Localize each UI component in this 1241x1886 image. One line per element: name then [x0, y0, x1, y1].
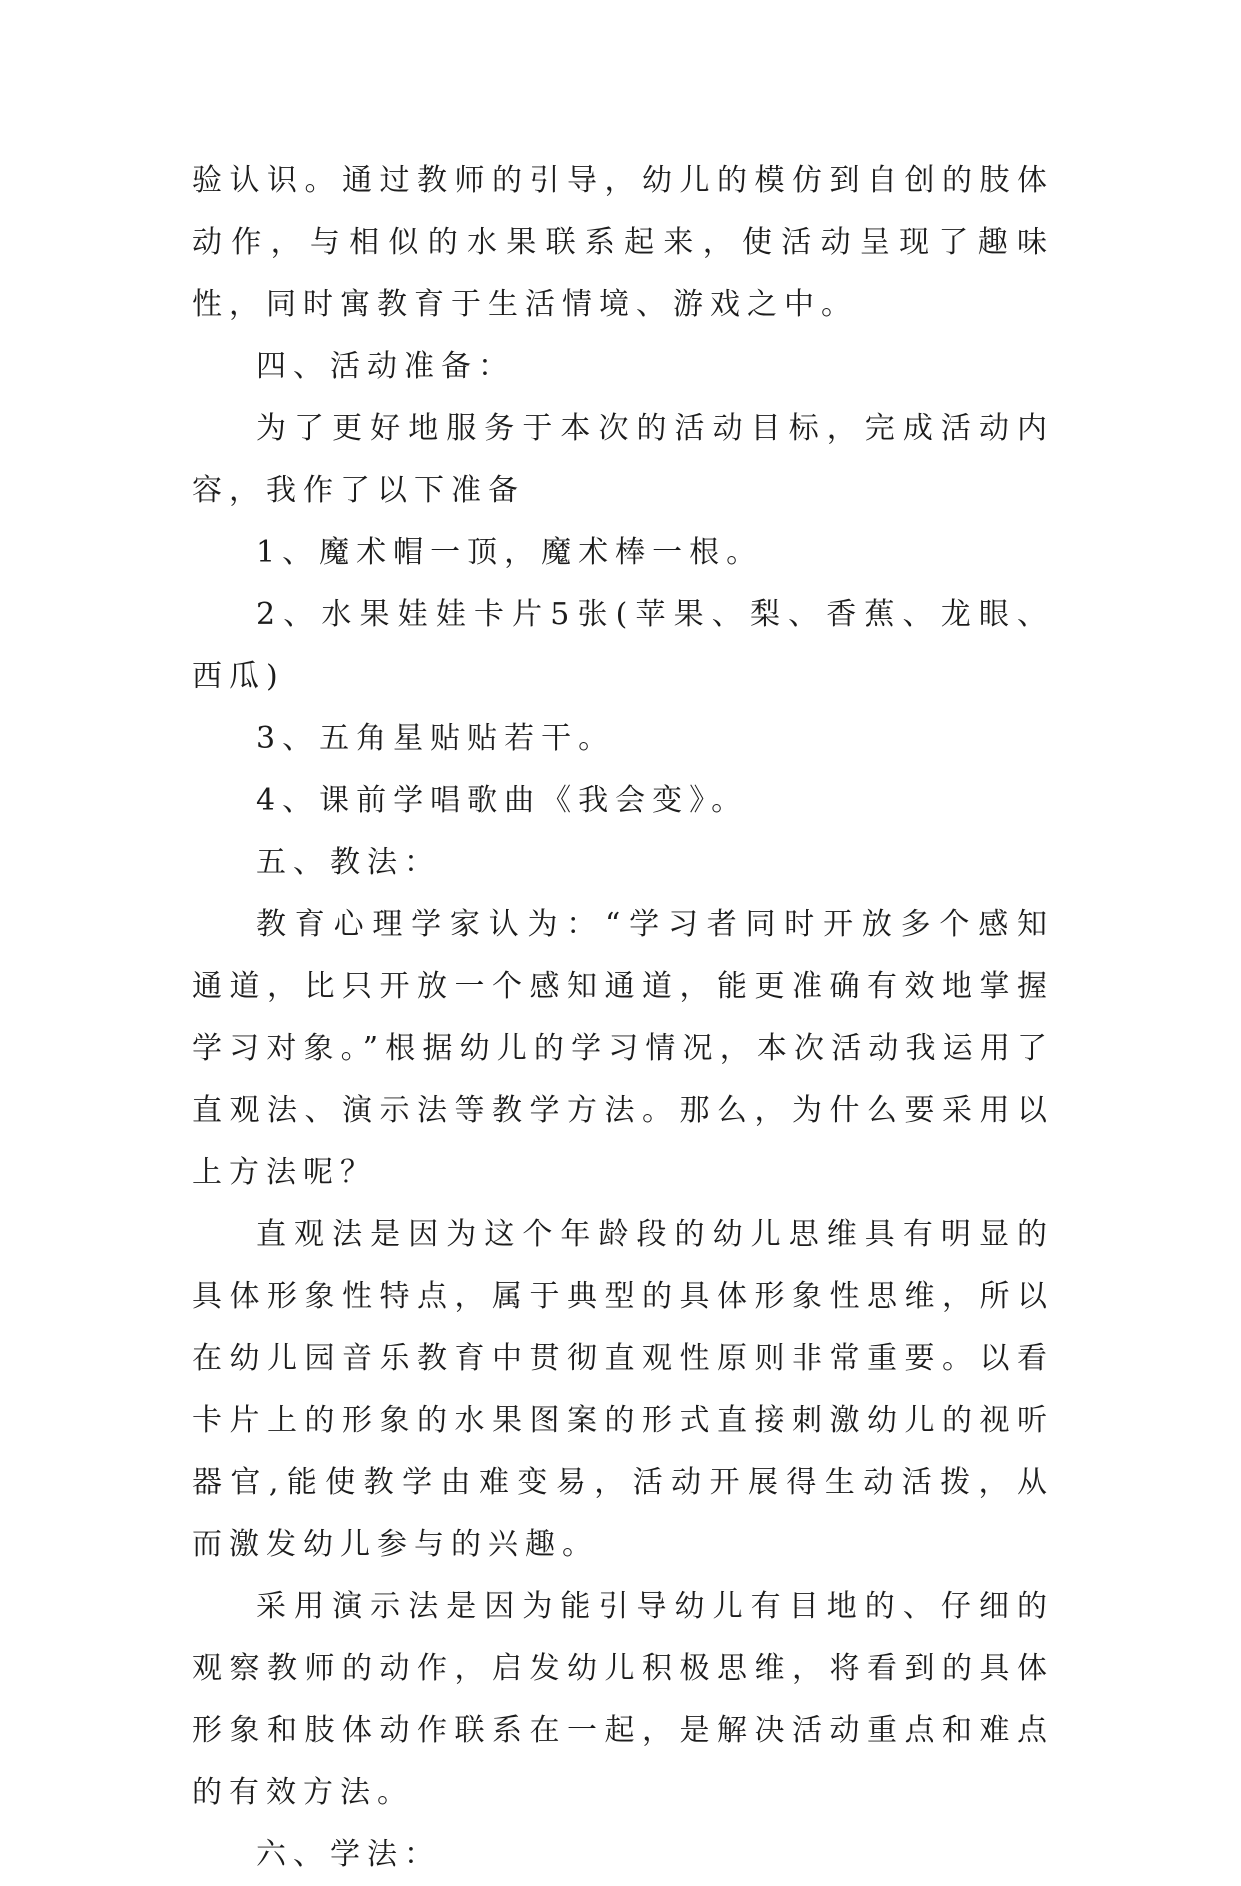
paragraph-intuitive-method: 直观法是因为这个年龄段的幼儿思维具有明显的具体形象性特点，属于典型的具体形象性思维，所以在幼儿园音乐教育中贯彻直观性原则非常重要。以看卡片上的形象的水果图案的形式直接刺激幼儿的视听器官,能使教学由难变易，活动开展得生动活拨，从而激发幼儿参与的兴趣。	[192, 1217, 1054, 1562]
document-page	[192, 150, 1054, 1886]
heading-teaching-methods: 五、教法：	[256, 845, 441, 880]
paragraph-continuation: 验认识。通过教师的引导，幼儿的模仿到自创的肢体动作，与相似的水果联系起来，使活动呈现了趣味性，同时寓教育于生活情境、游戏之中。	[192, 163, 1054, 322]
list-item-1: 1、魔术帽一顶，魔术棒一根。	[256, 535, 764, 570]
heading-activity-preparation: 四、活动准备：	[256, 349, 515, 384]
paragraph-psychology-quote: 教育心理学家认为：“学习者同时开放多个感知通道，比只开放一个感知通道，能更准确有效地掌握学习对象。”根据幼儿的学习情况，本次活动我运用了直观法、演示法等教学方法。那么，为什么要采用以上方法呢？	[192, 907, 1054, 1190]
paragraph-preparation-intro: 为了更好地服务于本次的活动目标，完成活动内容，我作了以下准备	[192, 411, 1054, 508]
list-item-3: 3、五角星贴贴若干。	[256, 721, 616, 756]
list-item-4: 4、课前学唱歌曲《我会变》。	[256, 783, 749, 818]
heading-learning-methods: 六、学法：	[256, 1837, 441, 1872]
paragraph-demonstration-method: 采用演示法是因为能引导幼儿有目地的、仔细的观察教师的动作，启发幼儿积极思维，将看到的具体形象和肢体动作联系在一起，是解决活动重点和难点的有效方法。	[192, 1589, 1054, 1810]
list-item-2: 2、水果娃娃卡片5张(苹果、梨、香蕉、龙眼、西瓜)	[192, 597, 1054, 694]
